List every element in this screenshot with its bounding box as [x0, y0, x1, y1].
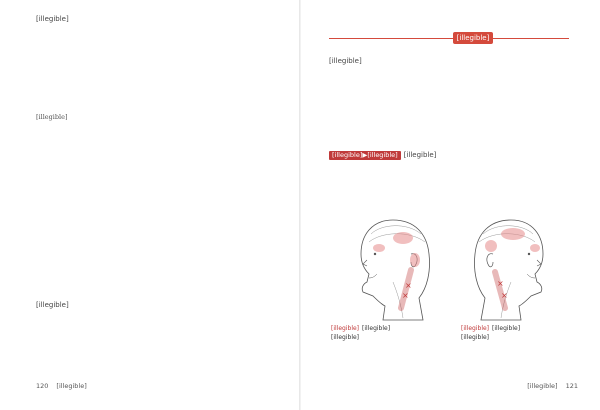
figure-4-2 — [323, 212, 453, 322]
right-footer — [527, 382, 578, 390]
svg-text:×: × — [497, 279, 504, 288]
svg-text:×: × — [501, 291, 508, 300]
left-footer — [36, 382, 87, 390]
left-paragraph-1: [illegible] — [36, 15, 69, 23]
svg-text:×: × — [402, 291, 409, 300]
book-title: [illegible] — [56, 382, 87, 390]
figure-4-2-number: [illegible] — [331, 325, 360, 332]
section-rule — [329, 38, 569, 39]
pain-area-name: [illegible] — [367, 151, 398, 159]
figure-4-3 — [451, 212, 581, 322]
left-case-story: [illegible] — [36, 113, 68, 121]
arrow-right-icon: ▶ — [362, 151, 368, 159]
section-badge: [illegible] — [453, 32, 493, 44]
right-paragraph-2 — [329, 150, 583, 161]
head-side-illustration-icon — [451, 212, 581, 322]
right-paragraph-1: [illegible] — [329, 57, 362, 65]
figure-4-2-caption — [331, 324, 451, 342]
right-page — [301, 0, 600, 410]
left-page — [0, 0, 299, 410]
pain-pattern-tag — [329, 151, 401, 160]
right-paragraph-2-text: [illegible] — [403, 151, 437, 159]
right-page-number: 121 — [565, 382, 578, 390]
left-page-number: 120 — [36, 382, 49, 390]
figure-4-2-caption-line1: [illegible] — [362, 325, 391, 332]
head-side-illustration-icon — [323, 212, 453, 322]
figure-4-2-caption-line2: [illegible] — [331, 334, 360, 341]
figure-4-3-caption-line2: [illegible] — [461, 334, 490, 341]
muscle-name: [illegible] — [332, 151, 363, 159]
figure-4-3-caption — [461, 324, 581, 342]
figure-4-3-number: [illegible] — [461, 325, 490, 332]
left-paragraph-3: [illegible] — [36, 301, 69, 309]
figure-4-3-caption-line1: [illegible] — [492, 325, 521, 332]
svg-text:×: × — [405, 281, 412, 290]
chapter-title: [illegible] — [527, 382, 558, 390]
